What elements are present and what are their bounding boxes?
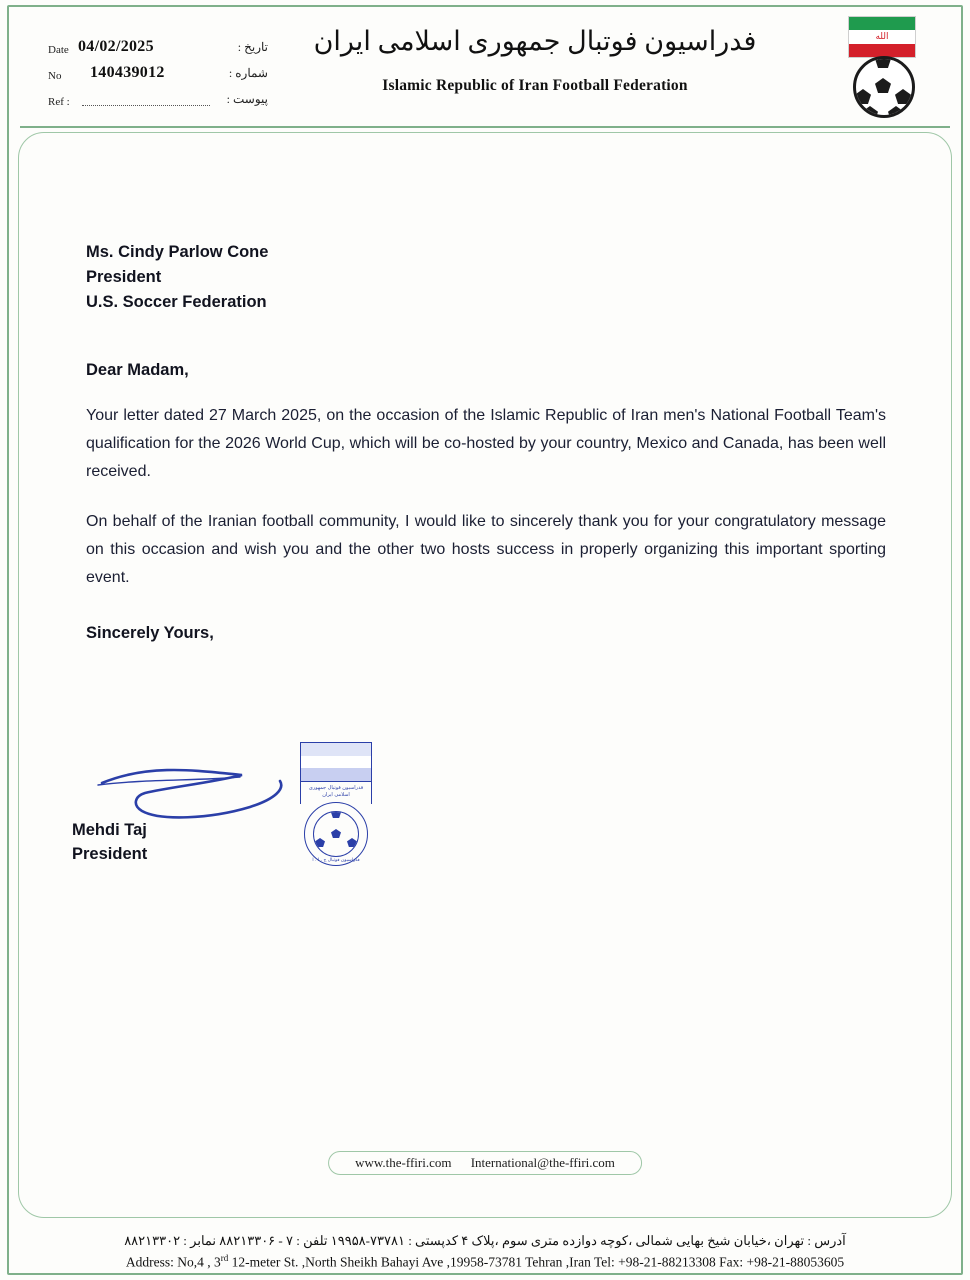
date-row [48, 36, 268, 62]
signer-name: Mehdi Taj [72, 821, 147, 839]
stamp-flag-band [301, 756, 371, 770]
flag-green-band [849, 17, 915, 30]
federation-name-en: Islamic Republic of Iran Football Federation [382, 77, 688, 94]
stamp-text-fa: فدراسیون فوتبال جمهوری اسلامی ایران [300, 782, 372, 804]
ball-patch [855, 89, 871, 104]
ball-patch [875, 56, 891, 68]
number-row [48, 62, 268, 88]
federation-stamp-icon [300, 742, 372, 870]
letter-body [86, 240, 886, 643]
iran-flag-icon [848, 16, 916, 58]
number-label-en: No [48, 70, 62, 82]
footer-email[interactable]: International@the-ffiri.com [470, 1154, 615, 1170]
ref-dotted-line [82, 105, 210, 106]
stamp-ring-text: فدراسیون فوتبال ج . ا . ا [312, 858, 360, 863]
soccer-ball-icon [853, 56, 915, 118]
signer-title: President [72, 845, 148, 863]
ball-patch [875, 78, 891, 93]
stamp-flag-icon [300, 742, 372, 782]
letter-footer [0, 1154, 970, 1271]
closing: Sincerely Yours, [86, 624, 214, 642]
stamp-ring [305, 803, 367, 865]
paragraph-1: Your letter dated 27 March 2025, on the occasion of the Islamic Republic of Iran men's National Football Team's qualification for the 2026 World Cup, which will be co-hosted by your country, Mexico and Canada, has been well received. [86, 407, 886, 480]
footer-address-en-post: 12-meter St. ,North Sheikh Bahayi Ave ,19958-73781 Tehran ,Iran Tel: +98-21-88213308 Fax: +98-21-88053605 [228, 1254, 845, 1269]
flag-red-band [849, 44, 915, 57]
ref-label-en: Ref : [48, 96, 70, 108]
addressee-block [86, 240, 886, 315]
stamp-seal-icon [304, 802, 368, 866]
footer-address-en [0, 1253, 970, 1271]
addressee-line-1: Ms. Cindy Parlow Cone [86, 243, 269, 261]
addressee-line-2: President [86, 268, 162, 286]
date-label-fa: تاریخ : [237, 40, 268, 54]
number-label-fa: شماره : [228, 66, 268, 80]
number-value: 140439012 [90, 64, 165, 81]
footer-address-en-pre: Address: No,4 , 3 [125, 1254, 221, 1269]
ref-row [48, 88, 268, 114]
letterhead-meta [48, 36, 268, 114]
ball-patch [862, 106, 878, 118]
federation-name-fa: فدراسیون فوتبال جمهوری اسلامی ایران [313, 26, 757, 56]
signer-block [72, 818, 147, 866]
date-value: 04/02/2025 [78, 38, 154, 55]
footer-website[interactable]: www.the-ffiri.com [355, 1154, 452, 1170]
stamp-flag-band [301, 743, 371, 757]
flag-emblem-icon: الله [875, 31, 889, 42]
ball-patch [895, 89, 911, 104]
salutation: Dear Madam, [86, 361, 189, 379]
flag-white-band [849, 30, 915, 43]
letterhead-divider [20, 126, 950, 128]
letterhead-titles [260, 26, 810, 95]
letterhead [10, 8, 960, 126]
footer-contact-pill [328, 1151, 642, 1175]
ref-label-fa: پیوست : [226, 92, 268, 106]
stamp-flag-band [301, 768, 371, 781]
paragraph-2: On behalf of the Iranian football community, I would like to sincerely thank you for your congratulatory message on this occasion and wish you and the other two hosts success in properly organizing this important sporting event. [86, 513, 886, 586]
addressee-line-3: U.S. Soccer Federation [86, 293, 267, 311]
ball-patch [888, 106, 904, 118]
federation-logo-icon [842, 14, 920, 118]
date-label-en: Date [48, 44, 69, 56]
footer-address-fa: آدرس : تهران ،خیابان شیخ بهایی شمالی ،کوچه دوازده متری سوم ،پلاک ۴ کدپستی : ۷۳۷۸۱-۱۹۹۵۸ تلفن : ۷ - ۸۸۲۱۳۳۰۶ نمابر : ۸۸۲۱۳۳۰۲ [124, 1232, 846, 1248]
footer-address-ordinal: rd [220, 1252, 229, 1263]
